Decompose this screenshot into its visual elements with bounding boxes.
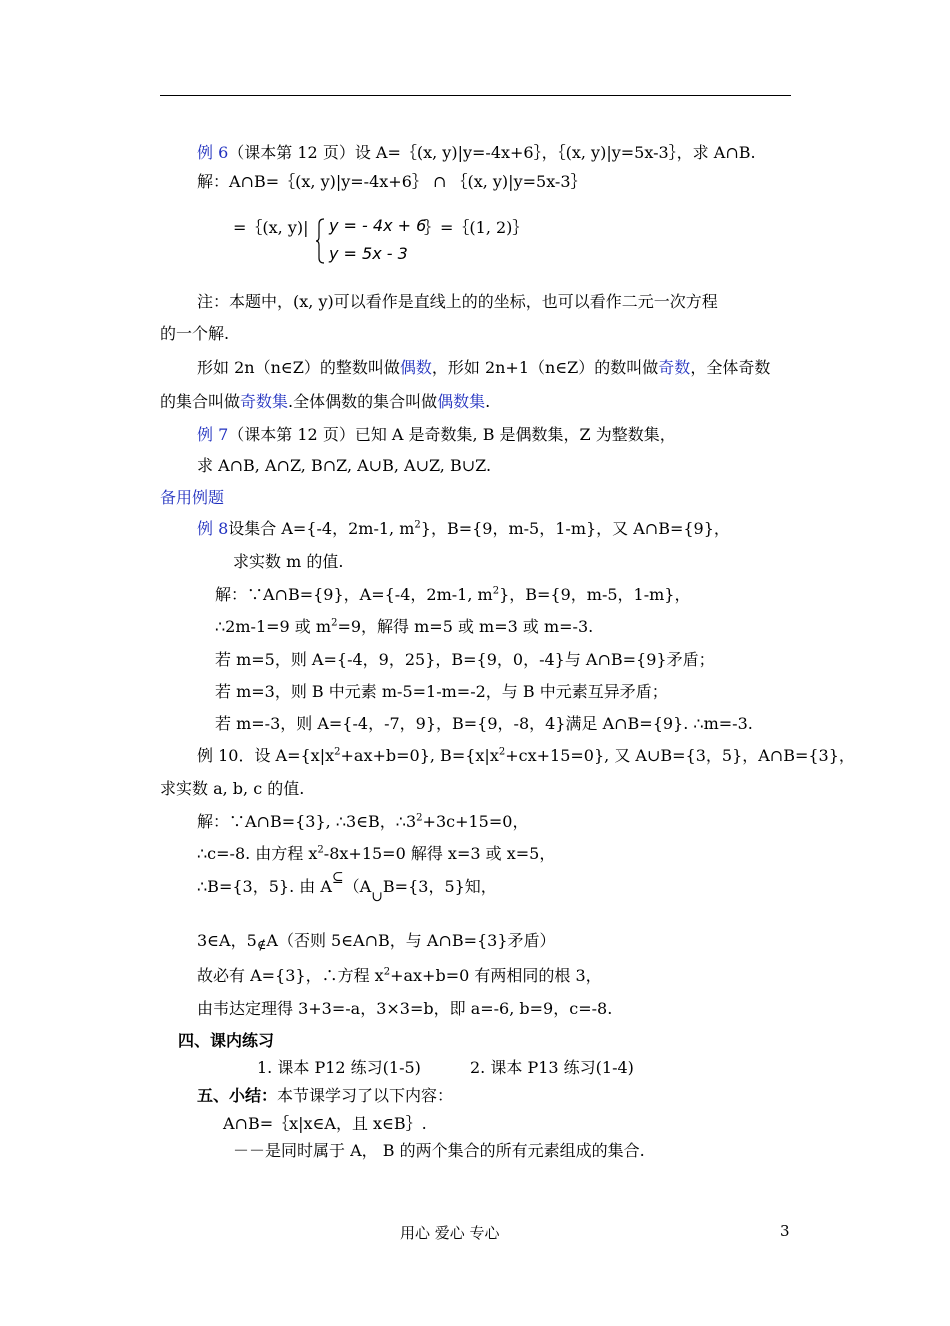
term-odd: 奇数: [658, 358, 691, 377]
example-8-solution-1: [215, 585, 690, 605]
solution-text: 3∈A，5: [197, 931, 257, 950]
solution-text: 解：∵A∩B={9}，A={-4，2m-1, m: [215, 585, 493, 604]
system-equation-top: y = - 4x + 6: [329, 216, 427, 235]
example-6-solution-right: ｝=｛(1, 2)｝: [424, 218, 529, 237]
term-odd-set: 奇数集: [240, 392, 289, 411]
header-rule: [160, 95, 791, 96]
solution-text: }，B={9，m-5，1-m}，: [499, 585, 691, 604]
example-7-question: 求 A∩B, A∩Z, B∩Z, A∪B, A∪Z, B∪Z.: [197, 456, 492, 475]
section-5-title: 五、小结：: [197, 1086, 278, 1105]
definition-text: ，全体奇数: [690, 358, 771, 377]
definition-text: 形如 2n（n∈Z）的整数叫做: [197, 358, 400, 377]
not-element-symbol: ∉: [256, 938, 267, 953]
example-8-line: [197, 519, 730, 539]
section-5-intro: 本节课学习了以下内容：: [277, 1086, 454, 1105]
example-10-solution-4: [197, 931, 556, 953]
superscript: 2: [498, 746, 506, 758]
solution-text: +3c+15=0，: [422, 812, 529, 831]
solution-text: 故必有 A={3}，∴方程 x: [197, 966, 384, 985]
example-6-label: 例 6: [197, 143, 229, 162]
example-10-question: 求实数 a, b, c 的值.: [160, 779, 305, 798]
section-4-title: 四、课内练习: [178, 1031, 275, 1050]
example-8-question: 求实数 m 的值.: [233, 552, 344, 571]
solution-text: +ax+b=0 有两相同的根 3，: [390, 966, 602, 985]
example-6-solution-left: =｛(x, y)|: [233, 218, 309, 237]
solution-text: （A: [343, 877, 372, 896]
term-even: 偶数: [399, 358, 432, 377]
example-8-solution-4: 若 m=3，则 B 中元素 m-5=1-m=-2，与 B 中元素互异矛盾；: [215, 682, 668, 701]
example-10-solution-5: [197, 966, 602, 986]
solution-text: ∴2m-1=9 或 m: [215, 617, 332, 636]
superscript: 2: [317, 844, 324, 856]
example-8-text: }，B={9，m-5，1-m}，又 A∩B={9}，: [420, 519, 730, 538]
exercise-item-2: 2. 课本 P13 练习(1-4): [470, 1058, 634, 1077]
superscript: 2: [416, 812, 423, 824]
solution-text: B={3，5}知，: [382, 877, 497, 896]
solution-text: ∴B={3，5}. 由 A: [197, 877, 332, 896]
definition-text: .全体偶数的集合叫做: [288, 392, 438, 411]
definition-text: 的集合叫做: [160, 392, 241, 411]
example-8-solution-3: 若 m=5，则 A={-4，9，25}，B={9，0，-4}与 A∩B={9}矛盾；: [215, 650, 715, 669]
example-10-solution-1: [197, 812, 528, 832]
example-10-solution-3: [197, 870, 497, 905]
superscript: 2: [334, 746, 341, 758]
example-7-line: [197, 425, 676, 445]
note-line1: 注：本题中，(x, y)可以看作是直线上的的坐标，也可以看作二元一次方程: [197, 292, 718, 311]
solution-text: =9，解得 m=5 或 m=3 或 m=-3.: [337, 617, 594, 636]
example-10-text: 例 10．设 A={x|x: [197, 746, 335, 765]
example-8-solution-2: [215, 617, 593, 637]
backup-examples-title: 备用例题: [160, 488, 225, 507]
note-line2: 的一个解.: [160, 324, 230, 343]
superscript: 2: [331, 617, 338, 629]
example-10-text: +cx+15=0}, 又 A∪B={3，5}，A∩B={3}，: [505, 746, 855, 765]
superscript: 2: [383, 966, 391, 978]
example-6-solution-line1: 解：A∩B=｛(x, y)|y=-4x+6｝ ∩ ｛(x, y)|y=5x-3｝: [197, 172, 587, 191]
example-7-label: 例 7: [197, 425, 229, 444]
union-symbol: ∪: [371, 889, 383, 905]
solution-text: 解：∵A∩B={3}, ∴3∈B，∴3: [197, 812, 417, 831]
subset-symbol: ⊆: [331, 870, 344, 886]
system-equation-bottom: y = 5x - 3: [329, 244, 408, 263]
definition-line2: [160, 392, 490, 412]
definition-text: ，形如 2n+1（n∈Z）的数叫做: [431, 358, 659, 377]
solution-text: A（否则 5∈A∩B，与 A∩B={3}矛盾）: [266, 931, 556, 950]
example-10-line: [197, 746, 855, 766]
superscript: 2: [414, 519, 421, 531]
example-10-text: +ax+b=0}, B={x|x: [340, 746, 499, 765]
example-10-solution-2: [197, 844, 555, 864]
example-6-text: （课本第 12 页）设 A=｛(x, y)|y=-4x+6｝，｛(x, y)|y=5x-3｝，求 A∩B.: [228, 143, 756, 162]
example-10-solution-6: 由韦达定理得 3+3=-a，3×3=b，即 a=-6, b=9，c=-8.: [197, 999, 613, 1018]
example-6-line: [197, 143, 756, 163]
summary-description: －－是同时属于 A， B 的两个集合的所有元素组成的集合.: [233, 1141, 645, 1160]
footer-slogan: 用心 爱心 专心: [400, 1224, 500, 1242]
exercise-item-1: 1. 课本 P12 练习(1-5): [257, 1058, 421, 1077]
definition-line1: [197, 358, 770, 378]
example-8-solution-5: 若 m=-3，则 A={-4，-7，9}，B={9，-8，4}满足 A∩B={9}. ∴m=-3.: [215, 714, 753, 733]
solution-text: ∴c=-8. 由方程 x: [197, 844, 318, 863]
example-8-text: 设集合 A={-4，2m-1, m: [228, 519, 415, 538]
example-8-label: 例 8: [197, 519, 229, 538]
term-even-set: 偶数集: [437, 392, 486, 411]
page-number: 3: [780, 1222, 790, 1240]
equation-system-brace: [316, 218, 326, 264]
solution-text: -8x+15=0 解得 x=3 或 x=5，: [323, 844, 556, 863]
summary-formula: A∩B=｛x|x∈A，且 x∈B｝.: [223, 1114, 427, 1133]
example-7-text: （课本第 12 页）已知 A 是奇数集, B 是偶数集，Z 为整数集，: [228, 425, 676, 444]
section-5-line: [197, 1086, 453, 1106]
definition-text: .: [485, 392, 491, 411]
superscript: 2: [492, 585, 500, 597]
